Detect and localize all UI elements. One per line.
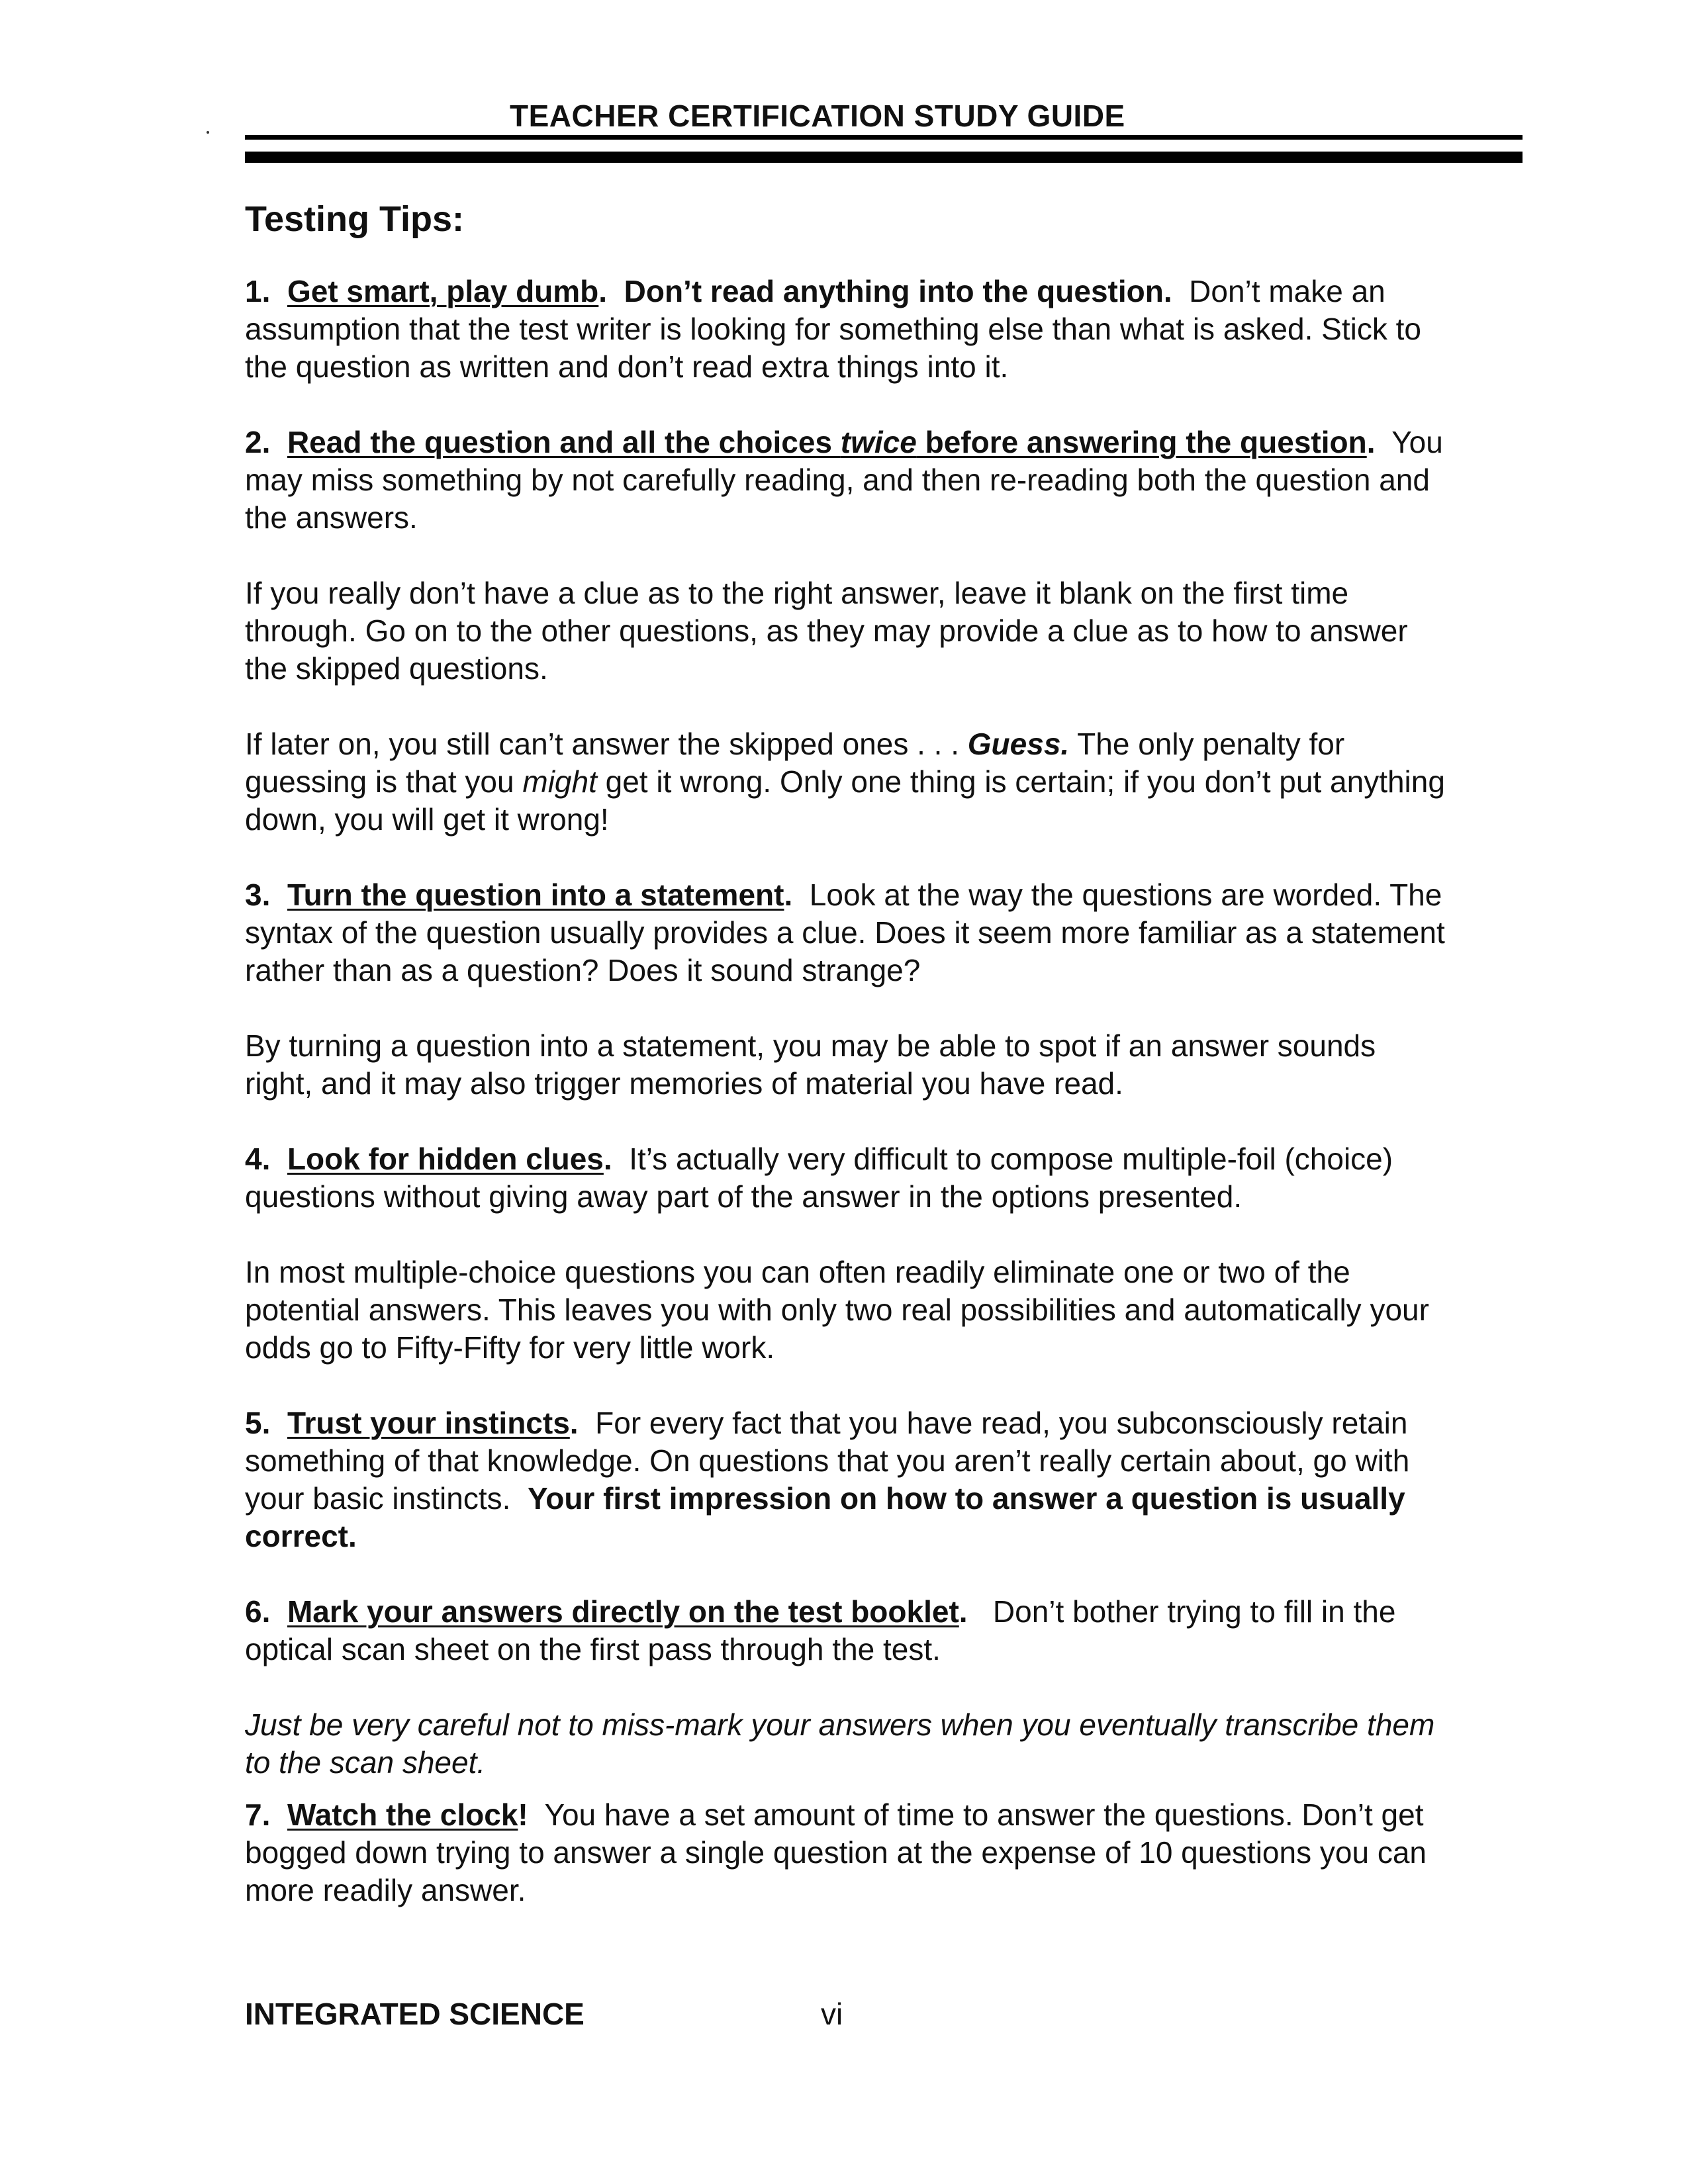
tip-7-heading-end: ! xyxy=(518,1797,528,1832)
tip-1-text: Don’t make an assumption that the test writer is looking for something else than what is asked. Stick to the question as written and don’t read extra things into it. xyxy=(245,274,1421,384)
tip-6-heading-end: . xyxy=(959,1594,968,1629)
footer-subject: INTEGRATED SCIENCE xyxy=(245,1997,585,2031)
tip-6 xyxy=(245,1593,1450,1668)
tip-4-heading-end: . xyxy=(603,1142,612,1176)
tip-2-para3-mid: The only penalty for guessing is that you xyxy=(245,727,1345,799)
tip-3-heading-end: . xyxy=(784,878,793,912)
tip-2-para3-post: get it wrong. Only one thing is certain; if you don’t put anything down, you will get it wrong! xyxy=(245,764,1445,837)
tip-4-number: 4. xyxy=(245,1142,271,1176)
tip-4-text: It’s actually very difficult to compose multiple-foil (choice) questions without giving away part of the answer in the options presented. xyxy=(245,1142,1393,1214)
stray-dot xyxy=(207,131,209,134)
tip-1-heading-end: . xyxy=(598,274,608,308)
tip-6-heading: Mark your answers directly on the test booklet xyxy=(287,1594,959,1629)
tip-4-heading: Look for hidden clues xyxy=(287,1142,604,1176)
tip-7 xyxy=(245,1796,1450,1909)
tip-3-paragraph-2: By turning a question into a statement, you may be able to spot if an answer sounds right, and it may also trigger memories of material you have read. xyxy=(245,1028,1376,1101)
tip-3 xyxy=(245,876,1450,989)
tip-2-number: 2. xyxy=(245,425,271,459)
tip-5-number: 5. xyxy=(245,1406,271,1440)
tip-2-heading-emphasis: twice xyxy=(840,425,917,459)
tip-5 xyxy=(245,1404,1450,1555)
tip-4-paragraph-2: In most multiple-choice questions you can often readily eliminate one or two of the potential answers. This leaves you with only two real possibilities and automatically your odds go to Fifty-Fifty for very little work. xyxy=(245,1255,1429,1365)
tip-5-heading: Trust your instincts xyxy=(287,1406,570,1440)
page-content xyxy=(245,196,1450,1947)
tip-2-might: might xyxy=(522,764,597,799)
tip-6-number: 6. xyxy=(245,1594,271,1629)
tip-2-para3-pre: If later on, you still can’t answer the skipped ones . . . xyxy=(245,727,968,761)
tip-5-bold-text: Your first impression on how to answer a question is usually correct. xyxy=(245,1481,1405,1553)
tip-1-number: 1. xyxy=(245,274,271,308)
tip-3-number: 3. xyxy=(245,878,271,912)
tip-6-text: Don’t bother trying to fill in the optical scan sheet on the first pass through the test. xyxy=(245,1594,1396,1666)
tip-2-text: You may miss something by not carefully reading, and then re-reading both the question and the answers. xyxy=(245,425,1443,535)
tip-7-number: 7. xyxy=(245,1797,271,1832)
tip-2-heading-post: before answering the question xyxy=(916,425,1367,459)
tip-2-paragraph-3 xyxy=(245,725,1450,839)
tip-6-italic-note: Just be very careful not to miss-mark your answers when you eventually transcribe them to the scan sheet. xyxy=(245,1707,1435,1780)
tip-1 xyxy=(245,273,1450,386)
tip-2-heading-pre: Read the question and all the choices xyxy=(287,425,841,459)
tip-3-text: Look at the way the questions are worded. The syntax of the question usually provides a clue. Does it seem more familiar as a statement rather than as a question? Does it sound strange? xyxy=(245,878,1445,987)
tip-2-heading-end: . xyxy=(1366,425,1376,459)
tip-3-heading: Turn the question into a statement xyxy=(287,878,784,912)
tip-5-text: For every fact that you have read, you subconsciously retain something of that knowledge. On questions that you aren’t really certain about, go with your basic instincts. xyxy=(245,1406,1410,1516)
tip-7-heading: Watch the clock xyxy=(287,1797,518,1832)
tip-2-heading xyxy=(287,425,1367,459)
tip-1-bold-text: Don’t read anything into the question. xyxy=(624,274,1172,308)
tip-1-heading: Get smart, play dumb xyxy=(287,274,599,308)
header-rule-thin xyxy=(245,135,1523,140)
footer-page-number: vi xyxy=(821,1997,843,2031)
page-header-title: TEACHER CERTIFICATION STUDY GUIDE xyxy=(510,99,1125,133)
header-rule-thick xyxy=(245,152,1523,163)
tip-7-text: You have a set amount of time to answer the questions. Don’t get bogged down trying to answer a single question at the expense of 10 questions you can more readily answer. xyxy=(245,1797,1427,1907)
tip-4 xyxy=(245,1140,1450,1216)
section-title: Testing Tips: xyxy=(245,199,465,239)
tip-2-paragraph-2: If you really don’t have a clue as to the right answer, leave it blank on the first time through. Go on to the other questions, as they may provide a clue as to how to answer the skipped questions. xyxy=(245,576,1408,686)
tip-2 xyxy=(245,424,1450,537)
tip-5-heading-end: . xyxy=(569,1406,579,1440)
tip-2-guess: Guess. xyxy=(967,727,1070,761)
